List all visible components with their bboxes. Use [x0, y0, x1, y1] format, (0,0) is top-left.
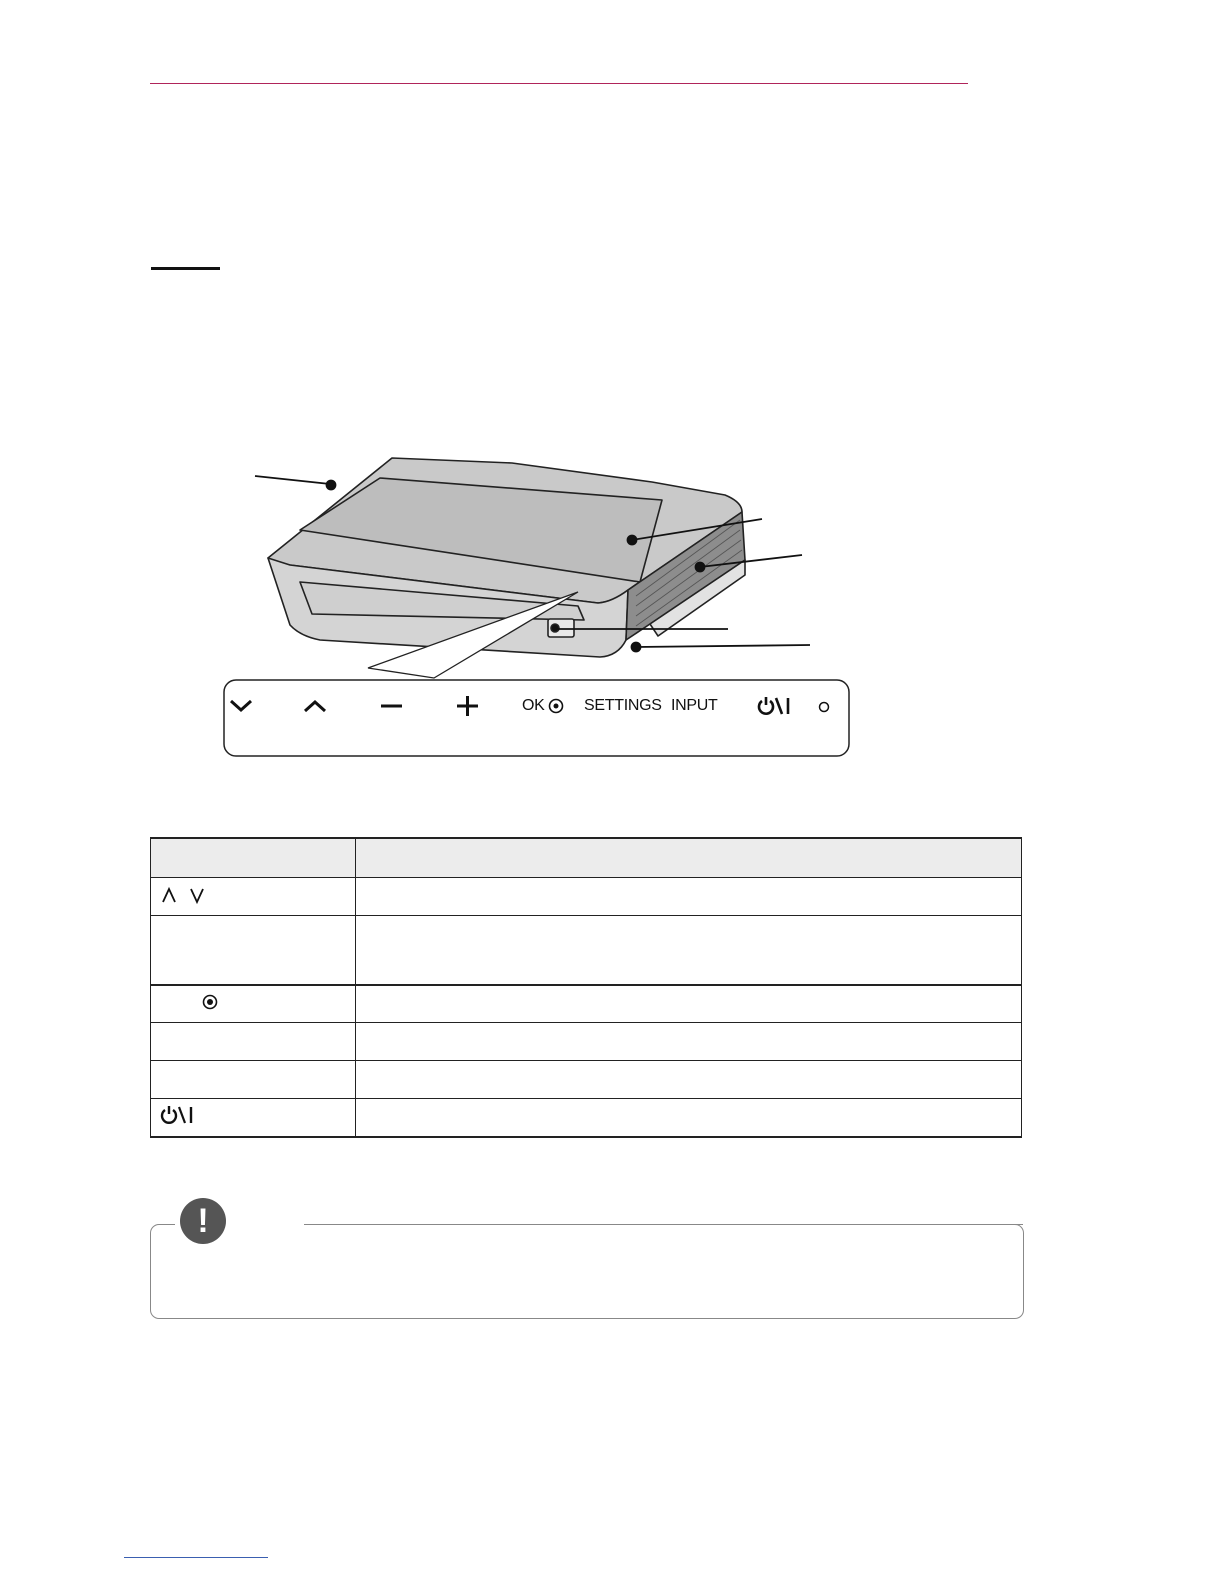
- header-button: [151, 838, 356, 878]
- row-button: [151, 1023, 356, 1061]
- note-header-rule: [304, 1224, 1023, 1225]
- row-description: [356, 916, 1022, 985]
- table-row: [151, 985, 1022, 1023]
- table-row: [151, 878, 1022, 916]
- row-button-up-down: [151, 878, 356, 916]
- control-panel-outline: [224, 680, 849, 756]
- table-row: [151, 1061, 1022, 1099]
- exclamation-icon: !: [180, 1198, 226, 1244]
- row-description: [356, 1099, 1022, 1137]
- table-row: [151, 1023, 1022, 1061]
- ok-target-icon: [159, 992, 229, 1012]
- table-row: [151, 916, 1022, 985]
- row-description: [356, 1061, 1022, 1099]
- row-button-ok: [151, 985, 356, 1023]
- up-down-icon: [159, 885, 209, 905]
- note-box: [150, 1224, 1024, 1319]
- table-header-row: [151, 838, 1022, 878]
- footer-rule: [124, 1557, 268, 1558]
- row-description: [356, 1023, 1022, 1061]
- input-label: INPUT: [671, 697, 718, 714]
- row-description: [356, 985, 1022, 1023]
- settings-label: SETTINGS: [584, 697, 662, 714]
- row-button-power: [151, 1099, 356, 1137]
- table-row: [151, 1099, 1022, 1137]
- row-button: [151, 916, 356, 985]
- header-description: [356, 838, 1022, 878]
- button-function-table: [150, 837, 1022, 1138]
- ok-label: OK: [522, 697, 545, 714]
- row-button: [151, 1061, 356, 1099]
- row-description: [356, 878, 1022, 916]
- power-icon: [159, 1104, 199, 1126]
